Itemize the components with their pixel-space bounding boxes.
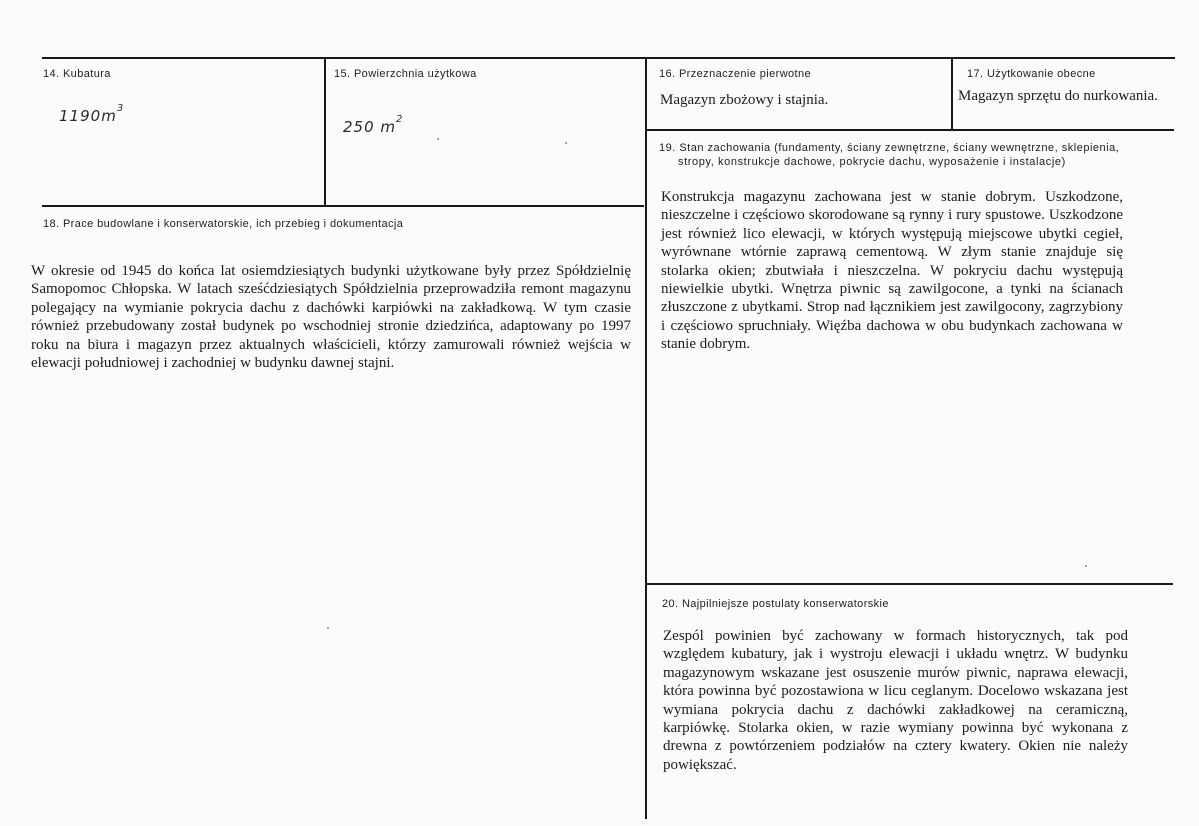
field-15-value xyxy=(343,114,404,136)
kubatura-exponent: 3 xyxy=(116,103,125,114)
field-17-label: 17. Użytkowanie obecne xyxy=(967,68,1096,80)
field-14-label: 14. Kubatura xyxy=(43,68,111,80)
field-17-value: Magazyn sprzętu do nurkowania. xyxy=(958,88,1158,104)
scan-speck xyxy=(327,627,329,629)
powierzchnia-exponent: 2 xyxy=(396,114,404,125)
divider-16-17 xyxy=(951,57,953,129)
field-19-label-line1: 19. Stan zachowania (fundamenty, ściany zewnętrzne, ściany wewnętrzne, sklepienia, xyxy=(659,142,1120,154)
lower-rule-right xyxy=(647,583,1173,585)
field-20-label: 20. Najpilniejsze postulaty konserwatorskie xyxy=(662,598,889,610)
divider-14-15 xyxy=(324,57,326,205)
powierzchnia-number: 250 xyxy=(343,118,375,136)
powierzchnia-unit: m xyxy=(380,118,397,136)
scan-speck xyxy=(1085,565,1087,567)
field-19-label-line2: stropy, konstrukcje dachowe, pokrycie dachu, wyposażenie i instalacje) xyxy=(678,156,1066,168)
middle-rule-left xyxy=(42,205,644,207)
middle-rule-right xyxy=(647,129,1174,131)
field-18-text: W okresie od 1945 do końca lat osiemdziesiątych budynki użytkowane były przez Spółdzielnię Samopomoc Chłopska. W latach sześćdziesiątych Spółdzielnia przeprowadziła remont magazynu polegający na wymianie pokrycia dachu z dachówki karpiówki na zakładkową. W tym czasie również przebudowany został budynek po wschodniej stronie dziedzińca, adaptowany po 1997 roku na biura i magazyn przez aktualnych właścicieli, którzy zamurowali również wejścia w elewacji południowej i zachodniej w budynku dawnej stajni. xyxy=(31,263,631,372)
scan-speck xyxy=(565,142,567,144)
kubatura-number: 1190 xyxy=(59,107,102,125)
kubatura-unit: m xyxy=(101,107,117,125)
field-15-label: 15. Powierzchnia użytkowa xyxy=(334,68,477,80)
field-16-value: Magazyn zbożowy i stajnia. xyxy=(660,92,829,108)
field-16-label: 16. Przeznaczenie pierwotne xyxy=(659,68,812,80)
field-18-label: 18. Prace budowlane i konserwatorskie, ich przebieg i dokumentacja xyxy=(43,218,404,230)
field-20-text: Zespól powinien być zachowany w formach historycznych, tak pod względem kubatury, jak i wystroju elewacji i układu wnętrz. W budynku magazynowym wskazane jest osuszenie murów piwnic, naprawa elewacji, która powinna być pozostawiona w licu ceglanym. Docelowo wskazana jest wymiana pokrycia dachu z dachówki zakładkowej na ceramiczną, karpiówkę. Stolarka okien, w razie wymiany powinna być wykonana z drewna z powtórzeniem podziałów na cztery kwatery. Okien nie należy powiększać. xyxy=(663,628,1128,773)
field-14-value xyxy=(59,103,125,125)
scan-speck xyxy=(437,138,439,140)
top-rule xyxy=(42,57,1175,59)
field-19-text: Konstrukcja magazynu zachowana jest w stanie dobrym. Uszkodzone, nieszczelne i częściowo skorodowane są rynny i rury spustowe. Uszkodzone jest również lico elewacji, w których występują miejscowe ubytki cegieł, wyrównane wtórnie zaprawą cementową. W złym stanie znajduje się stolarka okien; zbutwiała i nieszczelna. W pokryciu dachu występują niewielkie ubytki. Wnętrza piwnic są zawilgocone, a tynki na ścianach złuszczone z ubytkami. Strop nad łącznikiem jest zawilgocony, zagrzybiony i częściowo spruchniały. Więźba dachowa w obu budynkach zachowana w stanie dobrym. xyxy=(661,189,1123,353)
divider-main xyxy=(645,57,647,819)
